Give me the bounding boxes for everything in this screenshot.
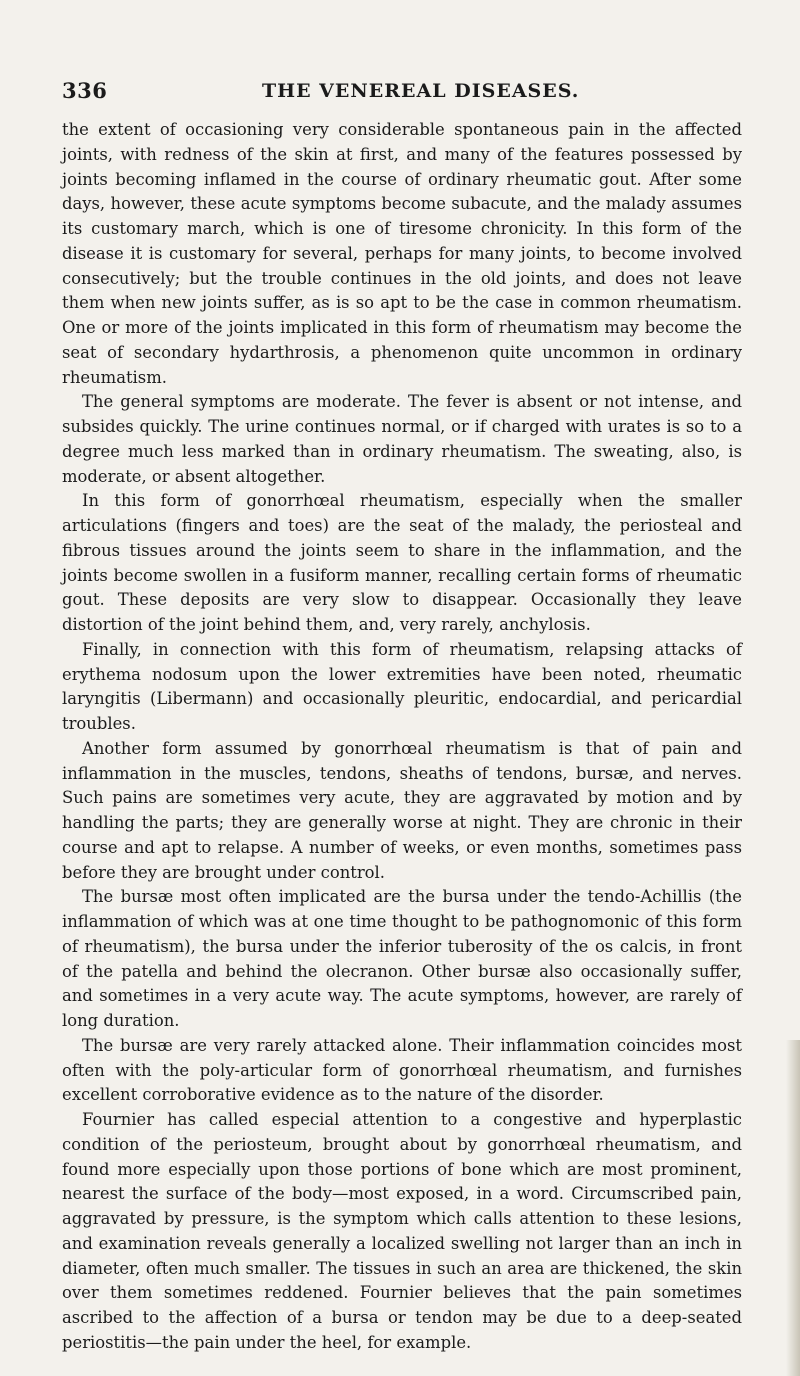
paragraph: Fournier has called especial attention to a congestive and hyperplastic condition of the periosteum, brought about by gonorrhœal rheumatism, and found more especially upon those portions of bone which are most prominent, nearest the surface of the body—most exposed, in a word. Circumscribed pain, aggravated by pressure, is the symptom which calls attention to these lesions, and examination reveals generally a localized swelling not larger than an inch in diameter, often much smaller. The tissues in such an area are thickened, the skin over them sometimes reddened. Fournier believes that the pain sometimes ascribed to the affection of a bursa or tendon may be due to a deep-seated periostitis—the pain under the heel, for example. (62, 1110, 742, 1352)
paragraph: the extent of occasioning very considerable spontaneous pain in the affected joints, with redness of the skin at first, and many of the features possessed by joints becoming inflamed in the course of ordinary rheumatic gout. After some days, however, these acute symptoms become subacute, and the malady assumes its customary march, which is one of tiresome chronicity. In this form of the disease it is customary for several, perhaps for many joints, to become involved consecutively; but the trouble continues in the old joints, and does not leave them when new joints suffer, as is so apt to be the case in common rheumatism. One or more of the joints implicated in this form of rheumatism may become the seat of secondary hydarthrosis, a phenomenon quite uncommon in ordinary rheumatism. (62, 120, 742, 387)
paragraph: The bursæ most often implicated are the bursa under the tendo-Achillis (the inflammation of which was at one time thought to be pathognomonic of this form of rheumatism), the bursa under the inferior tuberosity of the os calcis, in front of the patella and behind the olecranon. Other bursæ also occasionally suffer, and sometimes in a very acute way. The acute symptoms, however, are rarely of long duration. (62, 887, 742, 1030)
running-head: THE VENEREAL DISEASES. (262, 80, 580, 102)
page-edge-shadow (786, 1040, 800, 1376)
paragraph: In this form of gonorrhœal rheumatism, especially when the smaller articulations (fingers and toes) are the seat of the malady, the periosteal and fibrous tissues around the joints seem to share in the inflammation, and the joints become swollen in a fusiform manner, recalling certain forms of rheumatic gout. These deposits are very slow to disappear. Occasionally they leave distortion of the joint behind them, and, very rarely, anchylosis. (62, 491, 742, 634)
page-number: 336 (62, 78, 108, 103)
paragraph: The general symptoms are moderate. The fever is absent or not intense, and subsides quickly. The urine continues normal, or if charged with urates is so to a degree much less marked than in ordinary rheumatism. The sweating, also, is moderate, or absent altogether. (62, 392, 742, 486)
body-text (62, 118, 742, 1356)
paragraph: The bursæ are very rarely attacked alone. Their inflammation coincides most often with the poly-articular form of gonorrhœal rheumatism, and furnishes excellent corroborative evidence as to the nature of the disorder. (62, 1035, 742, 1105)
page-header (62, 78, 742, 106)
paragraph: Finally, in connection with this form of rheumatism, relapsing attacks of erythema nodosum upon the lower extremities have been noted, rheumatic laryngitis (Libermann) and occasionally pleuritic, endocardial, and pericardial troubles. (62, 639, 742, 733)
paragraph: Another form assumed by gonorrhœal rheumatism is that of pain and inflammation in the muscles, tendons, sheaths of tendons, bursæ, and nerves. Such pains are sometimes very acute, they are aggravated by motion and by handling the parts; they are generally worse at night. They are chronic in their course and apt to relapse. A number of weeks, or even months, sometimes pass before they are brought under control. (62, 738, 742, 882)
